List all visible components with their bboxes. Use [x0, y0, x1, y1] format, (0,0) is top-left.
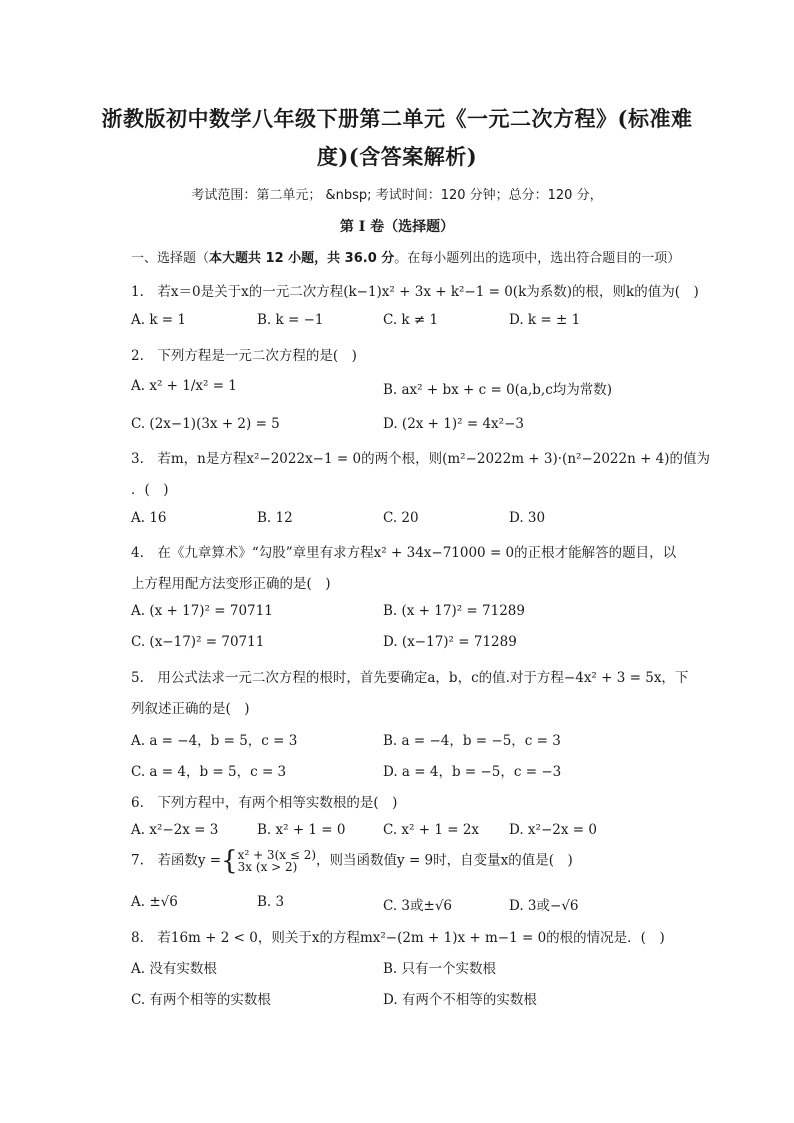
q8-option-b[interactable]: B. 只有一个实数根 [383, 961, 497, 977]
q5-option-b[interactable]: B. a = −4，b = −5，c = 3 [383, 733, 561, 749]
q4-option-d[interactable]: D. (x−17)² = 71289 [383, 634, 517, 650]
q4-option-a[interactable]: A. (x + 17)² = 70711 [131, 603, 273, 619]
question-4-stem-cont: 上方程用配方法变形正确的是( ) [131, 576, 331, 592]
question-3-stem: 3. 若m，n是方程x²−2022x−1 = 0的两个根，则(m²−2022m + 3)·(n²−2022n + 4)的值为 [131, 451, 711, 467]
q8-option-c[interactable]: C. 有两个相等的实数根 [131, 992, 271, 1008]
q6-option-a[interactable]: A. x²−2x = 3 [131, 822, 219, 838]
volume-heading: 第 I 卷（选择题） [339, 219, 455, 235]
question-5-stem-cont: 列叙述正确的是( ) [131, 701, 250, 717]
q4-option-b[interactable]: B. (x + 17)² = 71289 [383, 603, 525, 619]
q3-option-d[interactable]: D. 30 [509, 510, 546, 526]
question-5-stem: 5. 用公式法求一元二次方程的根时，首先要确定a，b，c的值.对于方程−4x² + 3 = 5x，下 [131, 670, 689, 686]
q8-option-a[interactable]: A. 没有实数根 [131, 961, 217, 977]
q7-option-c[interactable]: C. 3或±√6 [383, 898, 453, 914]
exam-meta: 考试范围：第二单元； &nbsp; 考试时间：120 分钟；总分：120 分， [191, 188, 603, 203]
q6-option-b[interactable]: B. x² + 1 = 0 [257, 822, 346, 838]
q3-option-a[interactable]: A. 16 [131, 510, 167, 526]
q2-option-d[interactable]: D. (2x + 1)² = 4x²−3 [383, 416, 524, 432]
q4-option-c[interactable]: C. (x−17)² = 70711 [131, 634, 265, 650]
question-2-stem: 2. 下列方程是一元二次方程的是( ) [131, 348, 357, 364]
q1-option-a[interactable]: A. k = 1 [131, 312, 186, 328]
section-heading [131, 247, 680, 266]
q5-option-c[interactable]: C. a = 4，b = 5，c = 3 [131, 764, 287, 780]
q6-option-d[interactable]: D. x²−2x = 0 [509, 822, 597, 838]
q7-stem-post: ，则当函数值y = 9时，自变量x的值是( ) [316, 852, 573, 869]
q1-option-c[interactable]: C. k ≠ 1 [383, 312, 439, 328]
q3-option-b[interactable]: B. 12 [257, 510, 293, 526]
question-8-stem: 8. 若16m + 2 < 0，则关于x的方程mx²−(2m + 1)x + m−1 = 0的根的情况是．( ) [131, 930, 665, 946]
title-line-1: 浙教版初中数学八年级下册第二单元《一元二次方程》(标准难 [101, 106, 693, 131]
q1-option-b[interactable]: B. k = −1 [257, 312, 324, 328]
q7-piece-1: x² + 3(x ≤ 2) [237, 848, 317, 862]
q1-option-d[interactable]: D. k = ± 1 [509, 312, 581, 328]
page-title [90, 100, 704, 176]
title-line-2: 度)(含答案解析) [316, 144, 478, 169]
section-suffix: 。在每小题列出的选项中，选出符合题目的一项） [394, 251, 681, 266]
q5-option-a[interactable]: A. a = −4，b = 5，c = 3 [131, 733, 298, 749]
q2-option-c[interactable]: C. (2x−1)(3x + 2) = 5 [131, 416, 280, 432]
q6-option-c[interactable]: C. x² + 1 = 2x [383, 822, 480, 838]
question-4-stem: 4. 在《九章算术》“勾股”章里有求方程x² + 34x−71000 = 0的正根才能解答的题目，以 [131, 545, 677, 561]
question-1-stem: 1. 若x＝0是关于x的一元二次方程(k−1)x² + 3x + k²−1 = 0(k为系数)的根，则k的值为( ) [131, 284, 699, 300]
q8-option-d[interactable]: D. 有两个不相等的实数根 [383, 992, 537, 1008]
q3-option-c[interactable]: C. 20 [383, 510, 419, 526]
question-3-stem-cont: ．( ) [131, 482, 169, 498]
q7-option-a[interactable]: A. ±√6 [131, 894, 178, 910]
section-bold: 本大题共 12 小题，共 36.0 分 [209, 251, 395, 266]
q2-option-a[interactable]: A. x² + 1/x² = 1 [131, 378, 237, 394]
q5-option-d[interactable]: D. a = 4，b = −5，c = −3 [383, 764, 562, 780]
q2-option-b[interactable]: B. ax² + bx + c = 0(a,b,c均为常数) [383, 382, 613, 398]
q7-piecewise [238, 849, 316, 873]
question-7-stem [131, 848, 573, 874]
question-6-stem: 6. 下列方程中，有两个相等实数根的是( ) [131, 795, 398, 811]
q7-option-b[interactable]: B. 3 [257, 894, 285, 910]
q7-brace: { [221, 846, 238, 876]
section-prefix: 一、选择题（ [131, 251, 210, 266]
q7-piece-2: 3x (x > 2) [237, 860, 298, 874]
q7-stem-pre: 7. 若函数y = [131, 852, 222, 869]
q7-option-d[interactable]: D. 3或−√6 [509, 898, 579, 914]
